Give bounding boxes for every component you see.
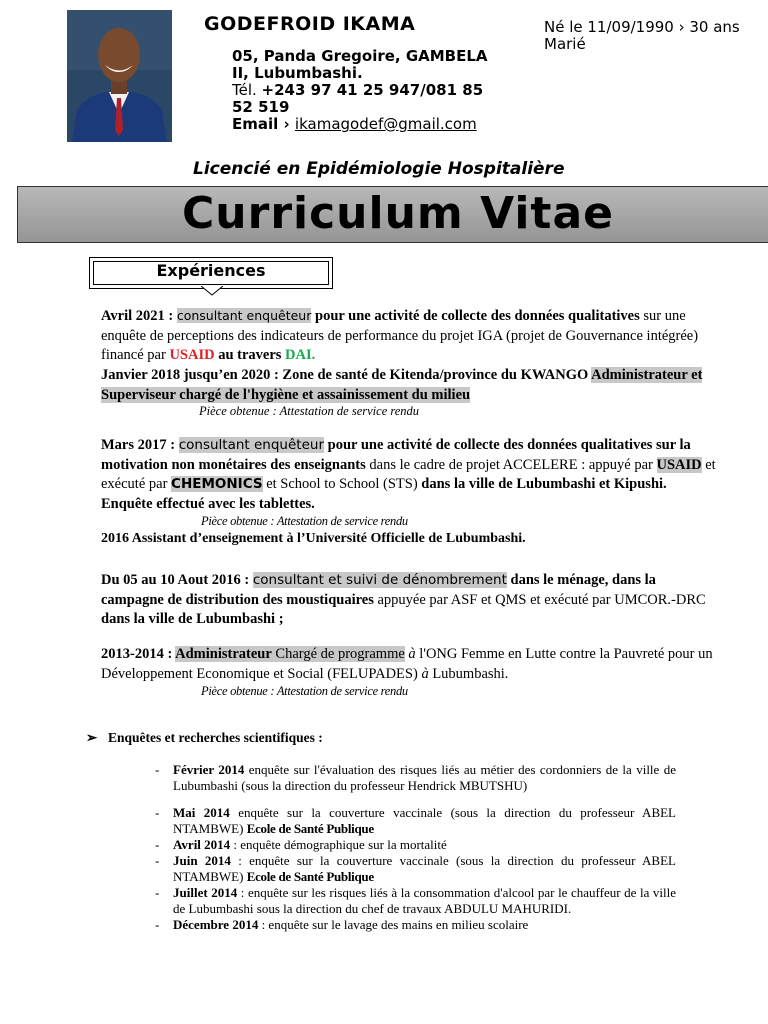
- marital-status: Marié: [544, 35, 586, 53]
- exp3-sts: et School to School (STS): [262, 476, 422, 492]
- section-title: Expériences: [156, 261, 266, 280]
- survey-date: Mai 2014: [173, 805, 230, 820]
- dash-bullet: -: [155, 885, 160, 900]
- survey-school: Ecole de Santé Publique: [246, 821, 374, 836]
- person-portrait-icon: [67, 10, 172, 142]
- exp3-piece: Pièce obtenue : Attestation de service rendu: [201, 514, 408, 528]
- section-box: [89, 257, 333, 289]
- exp3-chemonics: CHEMONICS: [171, 476, 263, 492]
- exp6-at-2: à: [421, 665, 429, 682]
- survey-date: Décembre 2014: [173, 917, 259, 932]
- exp5-role: consultant et suivi de dénombrement: [252, 572, 507, 588]
- survey-date: Juin 2014: [173, 853, 231, 868]
- exp3-tablets: Enquête effectué avec les tablettes.: [101, 495, 315, 512]
- experience-2: [101, 366, 713, 405]
- survey-text: enquête sur la couverture vaccinale (sous la direction du professeur ABEL NTAMBWE): [173, 805, 676, 836]
- dash-bullet: -: [155, 853, 160, 868]
- surveys-heading-text: Enquêtes et recherches scientifiques :: [108, 730, 323, 745]
- list-item: [155, 837, 676, 853]
- exp1-date: Avril 2021 :: [101, 308, 177, 324]
- exp6-role: Administrateur: [175, 646, 272, 662]
- exp6-at: à: [404, 646, 416, 662]
- section-box-inner: [93, 261, 329, 285]
- list-item: [155, 853, 676, 885]
- list-item: [155, 805, 676, 837]
- profile-photo: [67, 10, 172, 142]
- exp3-exec: et exécuté par: [101, 456, 716, 492]
- exp1-through: au travers: [214, 347, 286, 363]
- surveys-list: [155, 762, 676, 933]
- exp2-piece: Pièce obtenue : Attestation de service rendu: [199, 404, 420, 418]
- banner-title: Curriculum Vitae: [182, 188, 615, 239]
- address-line-2: II, Lubumbashi.: [232, 64, 363, 82]
- exp5-activity: dans le ménage, dans la campagne de distribution des moustiquaires: [101, 572, 656, 608]
- dash-bullet: -: [155, 762, 160, 777]
- cv-banner: [17, 186, 768, 243]
- contact-block: [232, 48, 512, 133]
- callout-pointer-icon: [200, 286, 224, 296]
- arrow-bullet-icon: ➢: [86, 730, 98, 745]
- exp3-date: Mars 2017 :: [101, 437, 179, 453]
- experience-5: [101, 571, 721, 630]
- email-link[interactable]: ikamagodef@gmail.com: [294, 115, 477, 133]
- phone-number-1: +243 97 41 25 947/081 85: [261, 81, 484, 99]
- exp2-date: Janvier 2018 jusqu’en 2020 : Zone de santé de Kitenda/province du KWANGO: [101, 367, 592, 383]
- exp5-date: Du 05 au 10 Aout 2016 :: [101, 572, 253, 588]
- exp3-city: dans la ville de Lubumbashi et Kipushi.: [421, 476, 667, 492]
- experience-6: [101, 645, 721, 684]
- exp3-role: consultant enquêteur: [178, 437, 325, 453]
- experience-1: [101, 306, 713, 366]
- survey-date: Février 2014: [173, 762, 245, 777]
- exp6-city: Lubumbashi.: [428, 665, 509, 682]
- survey-text: : enquête sur les risques liés à la consommation d'alcool par le chauffeur de la ville de Lubumbashi sous la direction du chef de travaux ABDULU MAHURIDI.: [173, 885, 676, 916]
- email-line: [232, 116, 512, 133]
- dash-bullet: -: [155, 837, 160, 852]
- list-item: [155, 762, 676, 794]
- phone-number-2: 52 519: [232, 98, 290, 116]
- personal-info: [544, 19, 740, 53]
- survey-text: : enquête sur le lavage des mains en milieu scolaire: [258, 917, 529, 932]
- phone-line: [232, 82, 512, 99]
- address-line-1: 05, Panda Gregoire, GAMBELA: [232, 47, 488, 65]
- candidate-name: GODEFROID IKAMA: [204, 13, 416, 35]
- exp6-role-2: Chargé de programme: [271, 646, 405, 662]
- birth-date: Né le 11/09/1990 › 30 ans: [544, 18, 740, 36]
- exp1-role: consultant enquêteur: [176, 308, 312, 323]
- list-item: [155, 917, 676, 933]
- exp1-activity: pour une activité de collecte des données qualitatives: [311, 308, 640, 324]
- exp3-activity: pour une activité de collecte des données qualitatives sur la motivation non monétaires des enseignants: [101, 437, 691, 473]
- email-label: Email ›: [232, 115, 295, 133]
- survey-date: Avril 2014: [173, 837, 231, 852]
- survey-school: Ecole de Santé Publique: [246, 869, 374, 884]
- phone-label: Tél.: [232, 81, 262, 99]
- exp5-city: dans la ville de Lubumbashi ;: [101, 611, 284, 627]
- exp3-description: dans le cadre de projet ACCELERE : appuyé par: [365, 456, 657, 473]
- exp1-dai: DAI.: [285, 347, 316, 363]
- survey-text: : enquête démographique sur la mortalité: [230, 837, 447, 852]
- list-item: [155, 885, 676, 917]
- survey-text: : enquête sur la couverture vaccinale (sous la direction du professeur ABEL NTAMBWE): [173, 853, 676, 884]
- dash-bullet: -: [155, 805, 160, 820]
- exp1-usaid: USAID: [169, 347, 215, 363]
- surveys-heading: [86, 730, 323, 746]
- exp6-description: l'ONG Femme en Lutte contre la Pauvreté pour un Développement Economique et Social (FELUPADES): [101, 646, 713, 682]
- experience-3: [101, 436, 725, 514]
- survey-date: Juillet 2014: [173, 885, 238, 900]
- survey-text: enquête sur l'évaluation des risques liés au métier des cordonniers de la ville de Lubumbashi (sous la direction du professeur Hendrick MBUTSHU): [173, 762, 676, 793]
- exp5-description: appuyée par ASF et QMS et exécuté par UMCOR.-DRC: [373, 591, 706, 608]
- dash-bullet: -: [155, 917, 160, 932]
- experience-4: 2016 Assistant d’enseignement à l’Université Officielle de Lubumbashi.: [101, 531, 526, 546]
- exp1-description: sur une enquête de perceptions des indicateurs de performance du projet IGA (projet de Gouvernance intégrée) financé par: [101, 308, 699, 363]
- degree-title: Licencié en Epidémiologie Hospitalière: [193, 159, 565, 179]
- exp6-piece: Pièce obtenue : Attestation de service rendu: [201, 684, 408, 698]
- exp2-role: Administrateur et Superviseur chargé de l'hygiène et assainissement du milieu: [101, 367, 703, 403]
- exp6-date: 2013-2014 :: [101, 646, 176, 662]
- exp3-usaid: USAID: [656, 456, 702, 473]
